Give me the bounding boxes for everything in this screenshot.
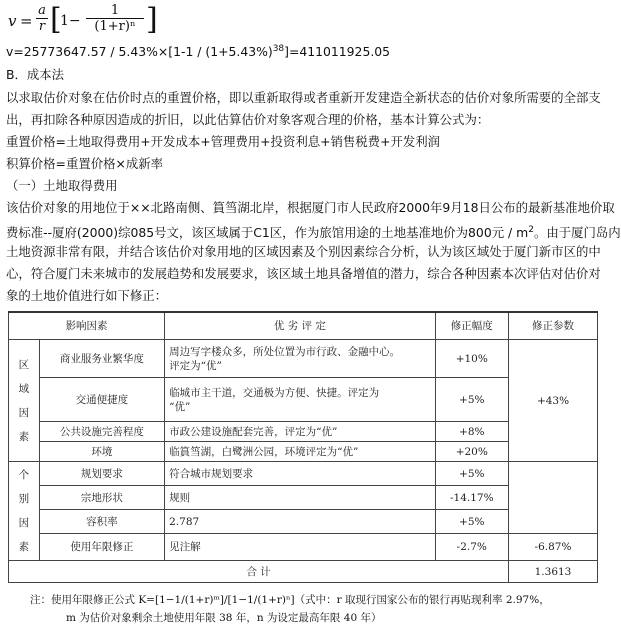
factor-cell: 环境 xyxy=(39,442,164,462)
paragraph-1-line-1: 以求取估价对象在估价时点的重置价格，即以重新取得或者重新开发建造全新状态的估价对象所需要的全部支 xyxy=(6,90,601,105)
pct-cell: +5% xyxy=(435,378,508,422)
factor-cell: 容积率 xyxy=(39,510,164,534)
header-pct: 修正幅度 xyxy=(435,312,508,340)
formula-one-minus: 1− xyxy=(60,13,81,29)
total-value: 1.3613 xyxy=(509,561,598,583)
header-factor: 影响因素 xyxy=(9,312,165,340)
valuation-formula xyxy=(6,2,166,40)
calc-suffix: ]=411011925.05 xyxy=(284,44,391,60)
evaluation-cell: 周边写字楼众多，所处位置为市行政、金融中心。 评定为“优” xyxy=(165,340,435,378)
factor-cell: 规划要求 xyxy=(39,462,164,486)
fraction-denominator: r xyxy=(38,19,46,34)
formula-text-line-1: 重置价格=土地取得费用+开发成本+管理费用+投资利息+销售税费+开发利润 xyxy=(6,134,441,149)
paragraph-2-line-5: 象的土地价值进行如下修正： xyxy=(6,288,168,303)
formula-fraction-discount xyxy=(86,4,144,34)
header-evaluation: 优 劣 评 定 xyxy=(165,312,435,340)
param-age-cell: -6.87% xyxy=(509,534,598,561)
group-label-region: 区 域 因 素 xyxy=(9,340,40,462)
fraction-numerator: a xyxy=(36,4,48,19)
pct-cell: +20% xyxy=(435,442,508,462)
group-label-individual: 个 别 因 素 xyxy=(9,462,40,561)
paragraph-2-line-2 xyxy=(6,222,621,241)
paragraph-2-line-1: 该估价对象的用地位于××北路南侧、篔筜湖北岸，根据厦门市人民政府2000年9月18日公布的最新基准地价取 xyxy=(6,200,615,215)
evaluation-cell: 临城市主干道，交通极为方便、快捷。评定为 “优” xyxy=(165,378,435,422)
evaluation-cell: 2.787 xyxy=(165,510,435,534)
table-row xyxy=(9,462,598,486)
formula-fraction-a-r xyxy=(36,4,48,34)
formula-text-line-2: 积算价格=重置价格×成新率 xyxy=(6,156,164,171)
left-bracket: [ xyxy=(50,2,62,37)
table-header-row xyxy=(9,312,598,340)
subsection-heading: （一）土地取得费用 xyxy=(6,178,118,193)
section-heading-b: B．成本法 xyxy=(6,67,65,82)
pct-cell: -14.17% xyxy=(435,486,508,510)
evaluation-cell: 规则 xyxy=(165,486,435,510)
paragraph-2-line-4: 心，符合厦门未来城市的发展趋势和发展要求，该区域土地具备增值的潜力，综合各种因素本次评估对估价对 xyxy=(6,266,601,281)
factor-cell: 交通便捷度 xyxy=(39,378,164,422)
note-line-2: m 为估价对象剩余土地使用年限 38 年，n 为设定最高年限 40 年） xyxy=(66,612,382,624)
pct-cell: +10% xyxy=(435,340,508,378)
pct-cell: +8% xyxy=(435,422,508,442)
param-region-cell: +43% xyxy=(509,340,598,462)
table-total-row xyxy=(9,561,598,583)
total-label: 合 计 xyxy=(9,561,509,583)
formula-equals: = xyxy=(20,12,33,30)
factor-cell: 公共设施完善程度 xyxy=(39,422,164,442)
table-row xyxy=(9,534,598,561)
evaluation-cell: 符合城市规划要求 xyxy=(165,462,435,486)
note-line-1: 注：使用年限修正公式 K=[1−1/(1+r)ᵐ]/[1−1/(1+r)ⁿ]（式中：r 取现行国家公布的银行再贴现利率 2.97%， xyxy=(30,594,550,606)
right-bracket: ] xyxy=(146,2,158,37)
calc-exponent: 38 xyxy=(272,44,285,54)
factor-cell: 使用年限修正 xyxy=(39,534,164,561)
factor-cell: 宗地形状 xyxy=(39,486,164,510)
param-empty-cell xyxy=(509,462,598,534)
paragraph-2-line-3: 土地资源非常有限，并结合该估价对象用地的区域因素及个别因素综合分析，认为该区域处于厦门新市区的中 xyxy=(6,244,601,259)
header-param: 修正参数 xyxy=(509,312,598,340)
evaluation-cell: 见注解 xyxy=(165,534,435,561)
para2-line2-suffix: 。由于厦门岛内 xyxy=(533,225,621,241)
unit-exponent: 2 xyxy=(528,225,534,235)
paragraph-1-line-2: 出，再扣除各种原因造成的折旧，以此估算估价对象客观合理的价格，基本计算公式为： xyxy=(6,112,490,127)
pct-cell: -2.7% xyxy=(435,534,508,561)
land-price-correction-table xyxy=(8,311,598,583)
evaluation-cell: 市政公建设施配套完善，评定为“优” xyxy=(165,422,435,442)
formula-lhs: v xyxy=(8,12,17,30)
calculation-line xyxy=(6,41,390,60)
evaluation-cell: 临篔筜湖，白鹭洲公园，环境评定为“优” xyxy=(165,442,435,462)
calc-prefix: v=25773647.57 / 5.43%×[1-1 / (1+5.43%) xyxy=(6,44,273,60)
para2-line2-prefix: 费标准--厦府(2000)综085号文，该区域属于C1区，作为旅馆用途的土地基准地价为800元 / m xyxy=(6,225,529,241)
fraction-numerator: 1 xyxy=(86,4,144,19)
table-row xyxy=(9,340,598,378)
pct-cell: +5% xyxy=(435,510,508,534)
factor-cell: 商业服务业繁华度 xyxy=(39,340,164,378)
fraction-denominator: (1+r)ⁿ xyxy=(94,19,136,34)
pct-cell: +5% xyxy=(435,462,508,486)
